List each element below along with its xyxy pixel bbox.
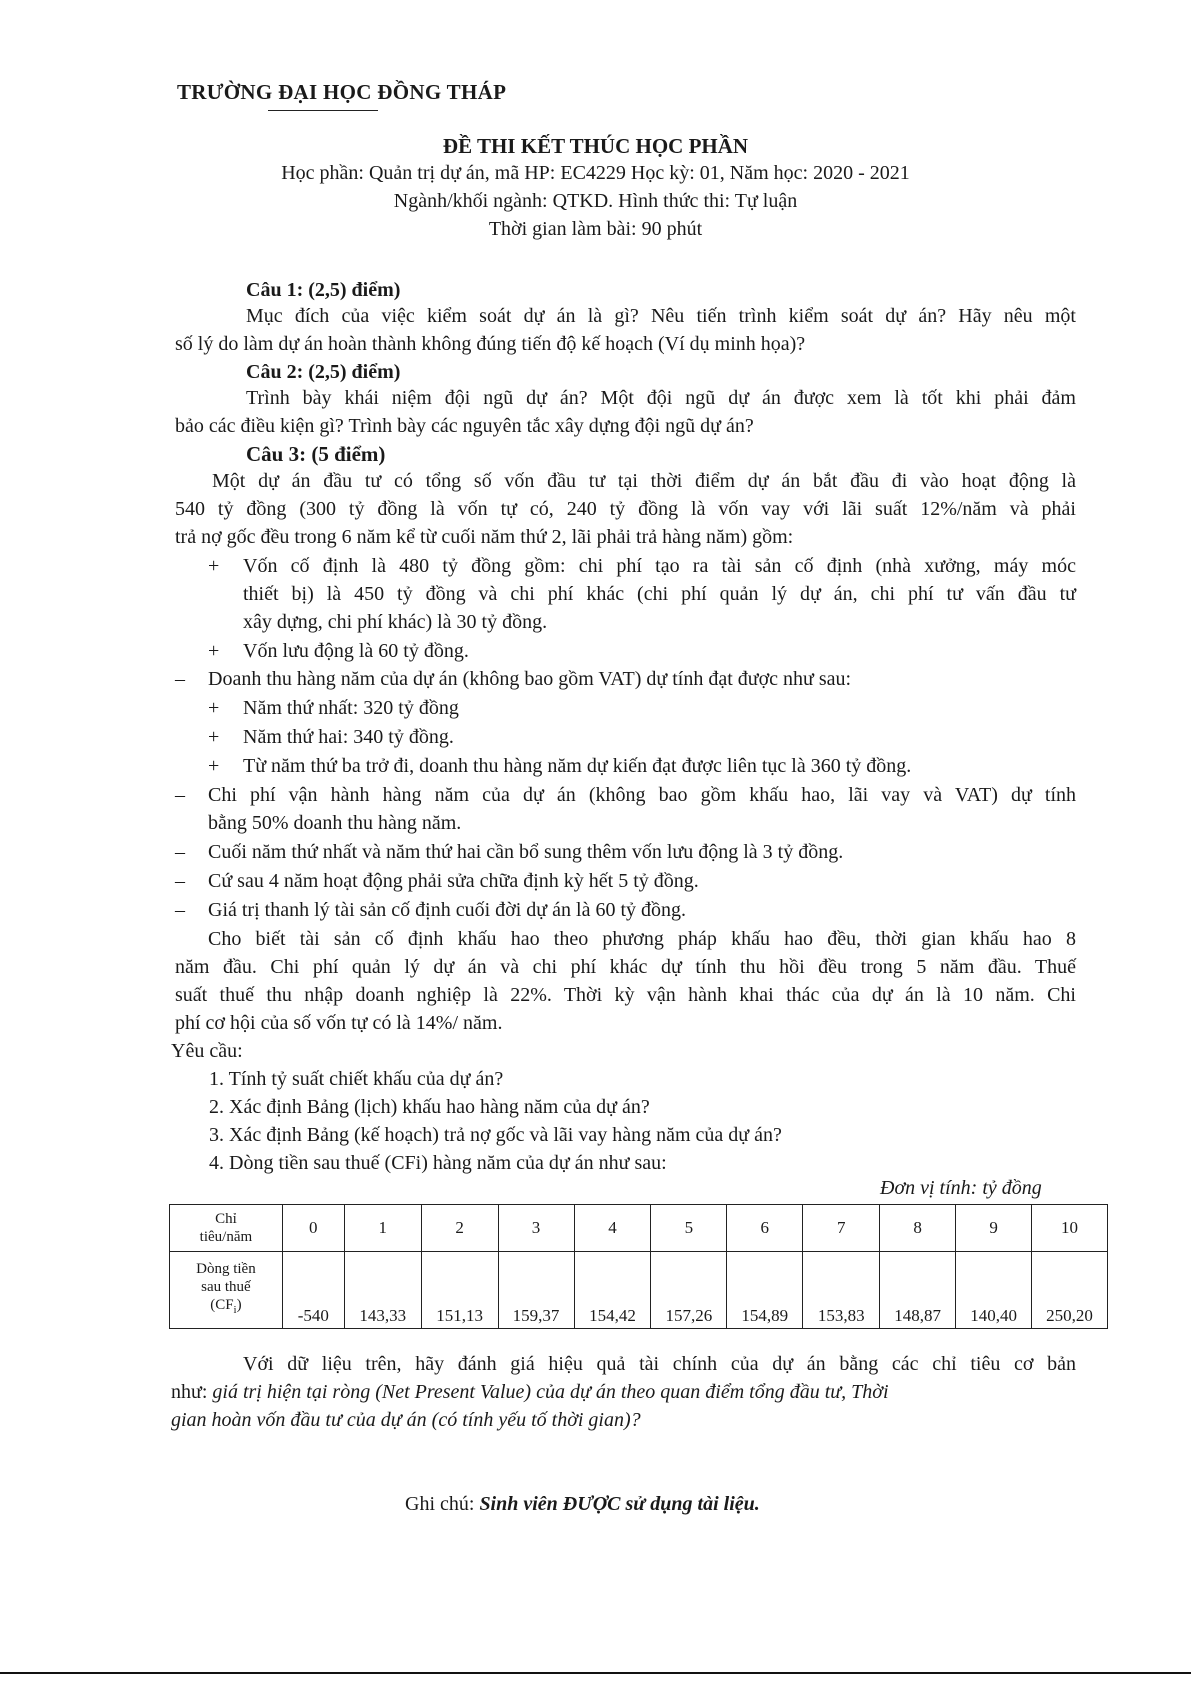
- q3-intro1: Một dự án đầu tư có tổng số vốn đầu tư tại thời điểm dự án bắt đầu đi vào hoạt động là: [212, 470, 1076, 492]
- row-label-cell: [170, 1252, 283, 1329]
- plus-bullet: +: [208, 640, 220, 662]
- cash-flow-table: [169, 1204, 1108, 1329]
- year-cell: 3: [498, 1205, 574, 1252]
- q3-intro3: trả nợ gốc đều trong 6 năm kể từ cuối năm thứ 2, lãi phải trả hàng năm) gồm:: [175, 526, 794, 548]
- fixed-capital-line2: thiết bị) là 450 tỷ đồng và chi phí khác (chi phí quản lý dự án, chi phí tư vấn đầu tư: [243, 583, 1076, 605]
- closing-line3: gian hoàn vốn đầu tư của dự án (có tính yếu tố thời gian)?: [171, 1409, 641, 1431]
- q2-line2: bảo các điều kiện gì? Trình bày các nguyên tắc xây dựng đội ngũ dự án?: [175, 415, 754, 437]
- dash-bullet: –: [175, 668, 185, 690]
- year-cell: 10: [1032, 1205, 1108, 1252]
- scan-edge-line: [0, 1672, 1191, 1674]
- time-line: Thời gian làm bài: 90 phút: [488, 218, 703, 240]
- exam-title: ĐỀ THI KẾT THÚC HỌC PHẦN: [442, 134, 749, 158]
- year-cell: 7: [803, 1205, 880, 1252]
- major-line: Ngành/khối ngành: QTKD. Hình thức thi: Tự luận: [393, 190, 798, 212]
- depreciation-para4: phí cơ hội của số vốn tự có là 14%/ năm.: [175, 1012, 503, 1034]
- depreciation-para1: Cho biết tài sản cố định khấu hao theo phương pháp khấu hao đều, thời gian khấu hao 8: [208, 928, 1076, 950]
- dash-bullet: –: [175, 784, 185, 806]
- q2-title: Câu 2: (2,5) điểm): [246, 361, 401, 383]
- dash-bullet: –: [175, 870, 185, 892]
- value-cell: 140,40: [956, 1252, 1032, 1329]
- plus-bullet: +: [208, 555, 220, 577]
- value-cell: 154,42: [574, 1252, 651, 1329]
- operating-cost-line1: Chi phí vận hành hàng năm của dự án (không bao gồm khấu hao, lãi vay và VAT) dự tính: [208, 784, 1076, 806]
- q3-title: Câu 3: (5 điểm): [246, 442, 386, 466]
- q3-intro2: 540 tỷ đồng (300 tỷ đồng là vốn tự có, 240 tỷ đồng là vốn vay với lãi suất 12%/năm và phải: [175, 498, 1076, 520]
- q2-line1: Trình bày khái niệm đội ngũ dự án? Một đội ngũ dự án được xem là tốt khi phải đảm: [246, 387, 1076, 409]
- operating-cost-line2: bằng 50% doanh thu hàng năm.: [208, 812, 462, 834]
- row-label-line1: Dòng tiền: [196, 1260, 256, 1277]
- depreciation-para3: suất thuế thu nhập doanh nghiệp là 22%. Thời kỳ vận hành khai thác của dự án là 10 năm. Chi: [175, 984, 1076, 1006]
- year-cell: 5: [651, 1205, 727, 1252]
- university-name: TRƯỜNG ĐẠI HỌC ĐỒNG THÁP: [177, 80, 507, 104]
- supplement-capital-line: Cuối năm thứ nhất và năm thứ hai cần bổ sung thêm vốn lưu động là 3 tỷ đồng.: [208, 841, 844, 863]
- note-text: Sinh viên ĐƯỢC sử dụng tài liệu.: [479, 1493, 760, 1515]
- year-cell: 2: [421, 1205, 498, 1252]
- year-cell: 1: [344, 1205, 421, 1252]
- note-label: Ghi chú:: [405, 1493, 480, 1515]
- footer-note: [405, 1493, 760, 1516]
- requirement-3: 3. Xác định Bảng (kế hoạch) trả nợ gốc và lãi vay hàng năm của dự án?: [209, 1124, 782, 1146]
- depreciation-para2: năm đầu. Chi phí quản lý dự án và chi phí khác dự tính thu hồi đều trong 5 năm đầu. Thuế: [175, 956, 1076, 978]
- fixed-capital-line3: xây dựng, chi phí khác) là 30 tỷ đồng.: [243, 611, 548, 633]
- repair-line: Cứ sau 4 năm hoạt động phải sửa chữa định kỳ hết 5 tỷ đồng.: [208, 870, 699, 892]
- year-cell: 8: [880, 1205, 956, 1252]
- table-row-cash-flow: [170, 1252, 1108, 1329]
- year-cell: 6: [727, 1205, 803, 1252]
- plus-bullet: +: [208, 755, 220, 777]
- salvage-line: Giá trị thanh lý tài sản cố định cuối đời dự án là 60 tỷ đồng.: [208, 899, 686, 921]
- revenue-year1: Năm thứ nhất: 320 tỷ đồng: [243, 697, 459, 719]
- requirement-4: 4. Dòng tiền sau thuế (CFi) hàng năm của dự án như sau:: [209, 1152, 667, 1174]
- value-cell: 148,87: [880, 1252, 956, 1329]
- dash-bullet: –: [175, 899, 185, 921]
- revenue-year2: Năm thứ hai: 340 tỷ đồng.: [243, 726, 454, 748]
- working-capital-line: Vốn lưu động là 60 tỷ đồng.: [243, 640, 469, 662]
- header-label-line1: Chỉ: [215, 1211, 237, 1227]
- q1-line1: Mục đích của việc kiểm soát dự án là gì? Nêu tiến trình kiểm soát dự án? Hãy nêu một: [246, 305, 1076, 327]
- unit-label: Đơn vị tính: tỷ đồng: [880, 1177, 1042, 1199]
- revenue-year3-onward: Từ năm thứ ba trở đi, doanh thu hàng năm dự kiến đạt được liên tục là 360 tỷ đồng.: [243, 755, 912, 777]
- revenue-line: Doanh thu hàng năm của dự án (không bao gồm VAT) dự tính đạt được như sau:: [208, 668, 852, 690]
- closing-line1: Với dữ liệu trên, hãy đánh giá hiệu quả tài chính của dự án bằng các chỉ tiêu cơ bản: [243, 1353, 1076, 1375]
- header-label-line2: tiêu/năm: [199, 1229, 253, 1245]
- q1-title: Câu 1: (2,5) điểm): [246, 279, 401, 301]
- dash-bullet: –: [175, 841, 185, 863]
- value-cell: -540: [282, 1252, 344, 1329]
- row-label-line2: sau thuế: [201, 1278, 251, 1295]
- closing-line2: như: giá trị hiện tại ròng (Net Present Value) của dự án theo quan điểm tổng đầu tư, Thời: [171, 1381, 889, 1403]
- plus-bullet: +: [208, 697, 220, 719]
- course-line: Học phần: Quản trị dự án, mã HP: EC4229 Học kỳ: 01, Năm học: 2020 - 2021: [281, 162, 910, 184]
- header-label-cell: [170, 1205, 283, 1252]
- table-header-row: [170, 1205, 1108, 1252]
- value-cell: 151,13: [421, 1252, 498, 1329]
- value-cell: 159,37: [498, 1252, 574, 1329]
- fixed-capital-line1: Vốn cố định là 480 tỷ đồng gồm: chi phí tạo ra tài sản cố định (nhà xưởng, máy móc: [243, 555, 1076, 577]
- year-cell: 9: [956, 1205, 1032, 1252]
- plus-bullet: +: [208, 726, 220, 748]
- row-label-line3: $(CF_i)$: [210, 1296, 242, 1316]
- value-cell: 157,26: [651, 1252, 727, 1329]
- year-cell: 4: [574, 1205, 651, 1252]
- value-cell: 153,83: [803, 1252, 880, 1329]
- requirements-title: Yêu cầu:: [171, 1040, 243, 1062]
- q1-line2: số lý do làm dự án hoàn thành không đúng tiến độ kế hoạch (Ví dụ minh họa)?: [175, 333, 806, 355]
- university-underline: [268, 110, 378, 111]
- requirement-1: 1. Tính tỷ suất chiết khấu của dự án?: [209, 1068, 504, 1090]
- year-cell: 0: [282, 1205, 344, 1252]
- value-cell: 143,33: [344, 1252, 421, 1329]
- requirement-2: 2. Xác định Bảng (lịch) khấu hao hàng năm của dự án?: [209, 1096, 650, 1118]
- value-cell: 250,20: [1032, 1252, 1108, 1329]
- value-cell: 154,89: [727, 1252, 803, 1329]
